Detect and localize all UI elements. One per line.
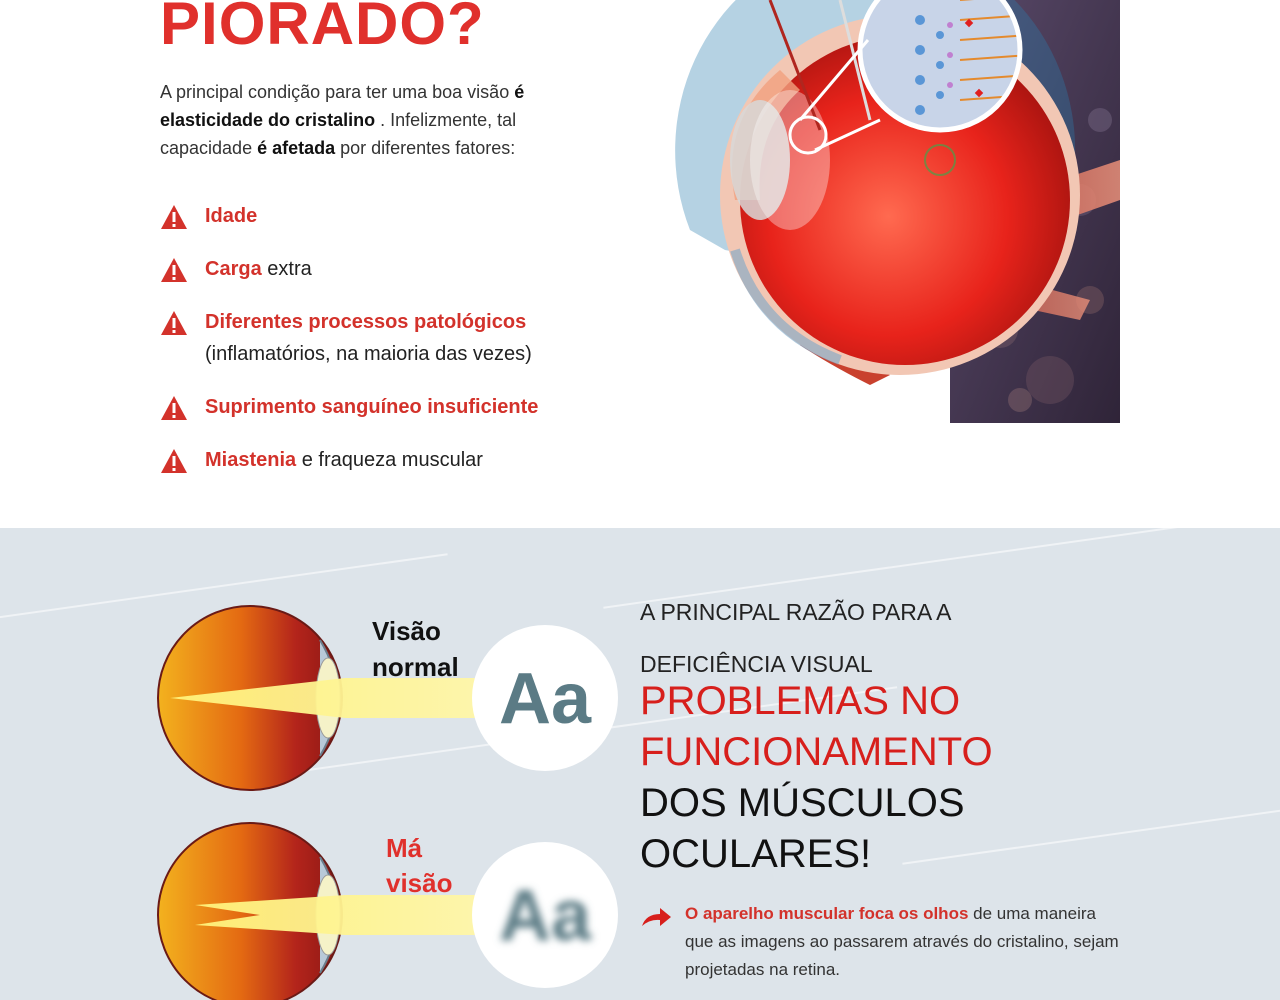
factor-highlight: Idade [205, 205, 258, 227]
factor-rest: (inflamatórios, na maioria das vezes) [205, 343, 532, 365]
reason-headline-black-2: OCULARES! [640, 832, 872, 876]
factor-rest: e fraqueza muscular [296, 449, 483, 471]
vision-comparison-diagram [150, 590, 630, 1000]
list-item [160, 306, 620, 370]
poor-label-1: Má [386, 833, 423, 863]
factors-list [160, 200, 620, 497]
intro-text-3: por diferentes fatores: [335, 138, 516, 158]
intro-text-2: . Infelizmente, tal capacidade [160, 110, 517, 158]
poor-eye [158, 823, 480, 1000]
section-headline: PIORADO? [160, 0, 485, 57]
factor-rest: extra [261, 258, 312, 280]
reason-title-line-1: A PRINCIPAL RAZÃO PARA A [640, 599, 952, 625]
note-rest: de uma maneira que as imagens ao passarem através do cristalino, sejam projetadas na retina. [685, 904, 1119, 979]
factor-highlight: Diferentes processos patológicos [205, 311, 527, 333]
intro-paragraph [160, 78, 600, 162]
intro-text-1: A principal condição para ter uma boa visão [160, 82, 515, 102]
list-item [160, 200, 620, 232]
eye-anatomy-illustration [640, 0, 1120, 423]
intro-bold-1: é elasticidade do cristalino [160, 82, 525, 130]
list-item [160, 253, 620, 285]
reason-title-line-2: DEFICIÊNCIA VISUAL [640, 651, 873, 677]
poor-label-2: visão [386, 868, 453, 898]
warning-triangle-icon [160, 257, 188, 283]
warning-triangle-icon [160, 395, 188, 421]
reason-headline-black-1: DOS MÚSCULOS [640, 781, 965, 825]
reason-headline-red-2: FUNCIONAMENTO [640, 730, 993, 774]
warning-triangle-icon [160, 310, 188, 336]
intro-bold-2: é afetada [257, 138, 336, 158]
explanation-note [640, 900, 1120, 984]
factor-highlight: Miastenia [205, 449, 297, 471]
warning-triangle-icon [160, 448, 188, 474]
arrow-right-icon [640, 906, 672, 928]
reason-headline [640, 676, 1200, 880]
normal-label-2: normal [372, 652, 459, 682]
factor-highlight: Carga [205, 258, 262, 280]
warning-triangle-icon [160, 204, 188, 230]
list-item [160, 391, 620, 423]
factor-highlight: Suprimento sanguíneo insuficiente [205, 396, 539, 418]
list-item [160, 444, 620, 476]
reason-title [640, 586, 1200, 690]
reason-headline-red-1: PROBLEMAS NO [640, 679, 961, 723]
blurred-letters: Aa [498, 876, 592, 956]
note-highlight: O aparelho muscular foca os olhos [685, 904, 969, 923]
normal-label-1: Visão [372, 616, 441, 646]
normal-letters: Aa [498, 659, 592, 739]
